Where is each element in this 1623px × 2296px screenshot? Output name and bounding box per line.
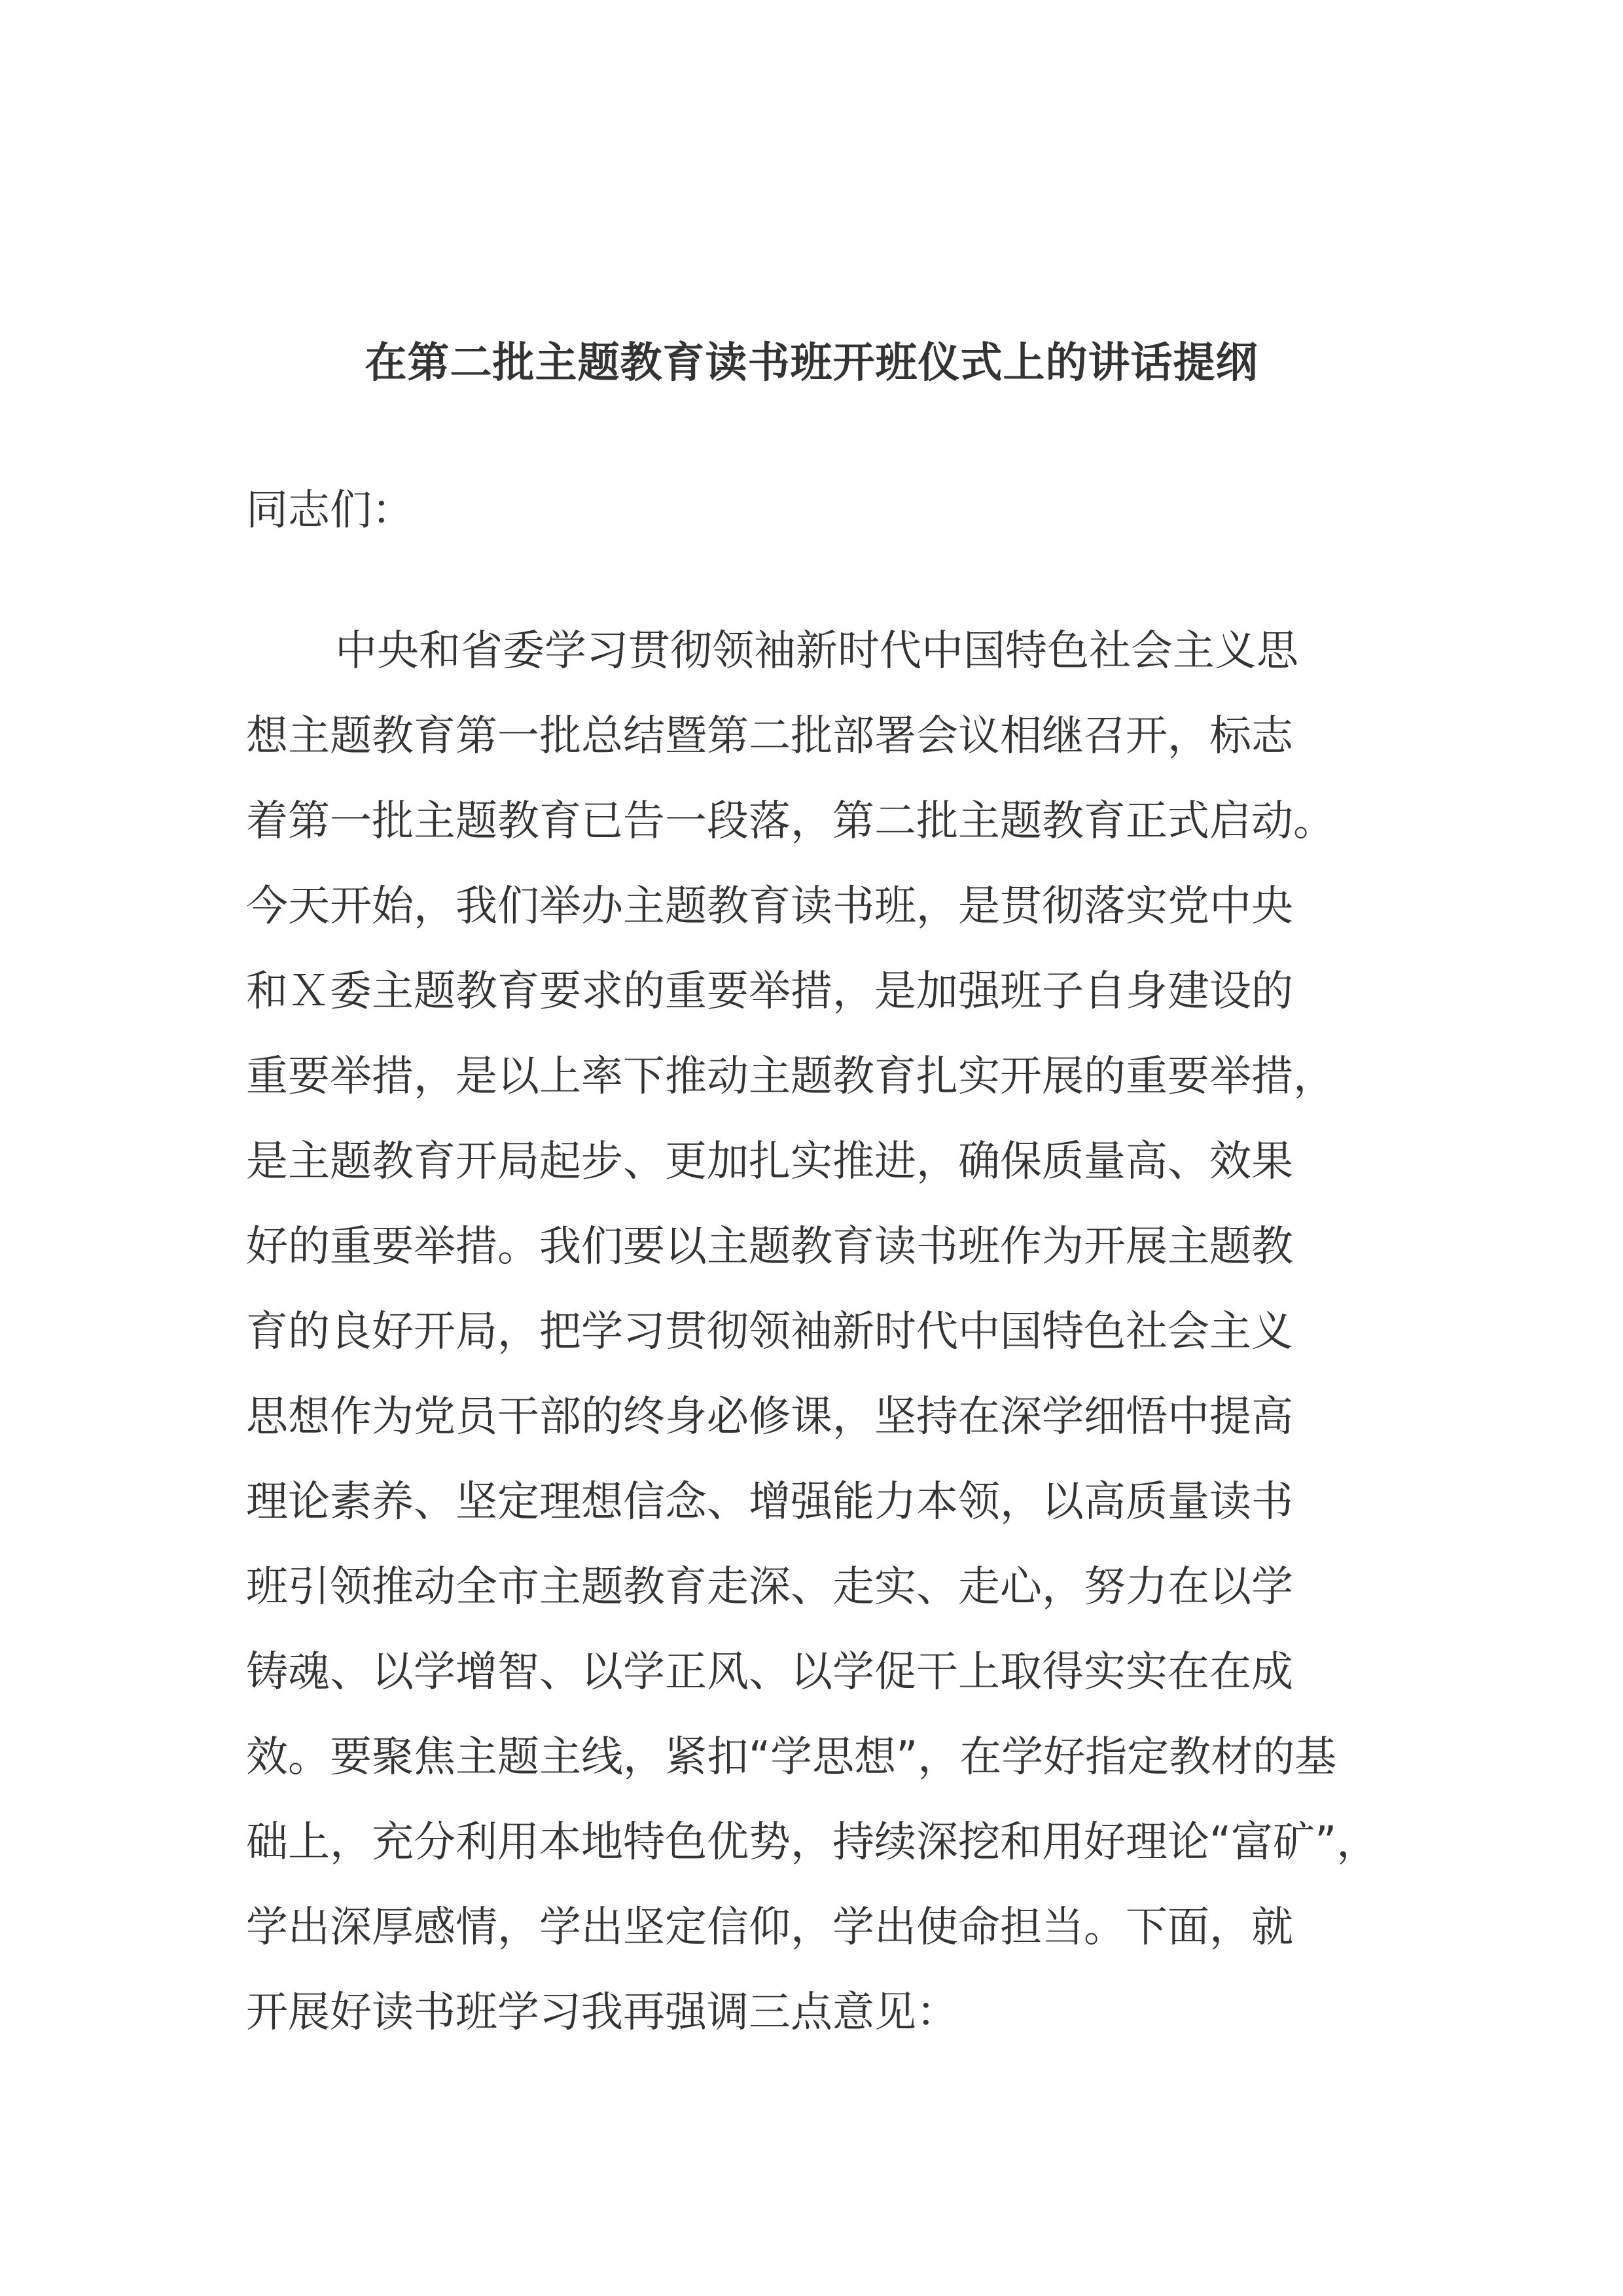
paragraph-line: 础上，充分利用本地特色优势，持续深挖和用好理论“富矿”，: [246, 1818, 1379, 1867]
paragraph-line: 开展好读书班学习我再强调三点意见：: [246, 1988, 958, 2037]
salutation: 同志们：: [246, 486, 414, 535]
paragraph-line: 理论素养、坚定理想信念、增强能力本领，以高质量读书: [246, 1478, 1293, 1526]
paragraph-line: 想主题教育第一批总结暨第二批部署会议相继召开，标志: [246, 712, 1293, 761]
paragraph-line: 是主题教育开局起步、更加扎实推进，确保质量高、效果: [246, 1138, 1293, 1186]
paragraph-line: 和Ｘ委主题教育要求的重要举措，是加强班子自身建设的: [246, 967, 1293, 1016]
paragraph-line: 学出深厚感情，学出坚定信仰，学出使命担当。下面，就: [246, 1903, 1293, 1952]
paragraph-line: 着第一批主题教育已告一段落，第二批主题教育正式启动。: [246, 797, 1335, 846]
paragraph-line: 育的良好开局，把学习贯彻领袖新时代中国特色社会主义: [246, 1308, 1293, 1356]
paragraph-line: 今天开始，我们举办主题教育读书班，是贯彻落实党中央: [246, 882, 1293, 931]
paragraph-line: 效。要聚焦主题主线，紧扣“学思想”，在学好指定教材的基: [246, 1733, 1337, 1782]
paragraph-line: 班引领推动全市主题教育走深、走实、走心，努力在以学: [246, 1563, 1293, 1611]
paragraph-line: 思想作为党员干部的终身必修课，坚持在深学细悟中提高: [246, 1393, 1293, 1441]
document-title: 在第二批主题教育读书班开班仪式上的讲话提纲: [365, 339, 1258, 387]
paragraph-line: 重要举措，是以上率下推动主题教育扎实开展的重要举措，: [246, 1052, 1335, 1101]
paragraph-line: 好的重要举措。我们要以主题教育读书班作为开展主题教: [246, 1223, 1293, 1271]
paragraph-line: 铸魂、以学增智、以学正风、以学促干上取得实实在在成: [246, 1648, 1293, 1696]
paragraph-line: 中央和省委学习贯彻领袖新时代中国特色社会主义思: [335, 627, 1298, 675]
